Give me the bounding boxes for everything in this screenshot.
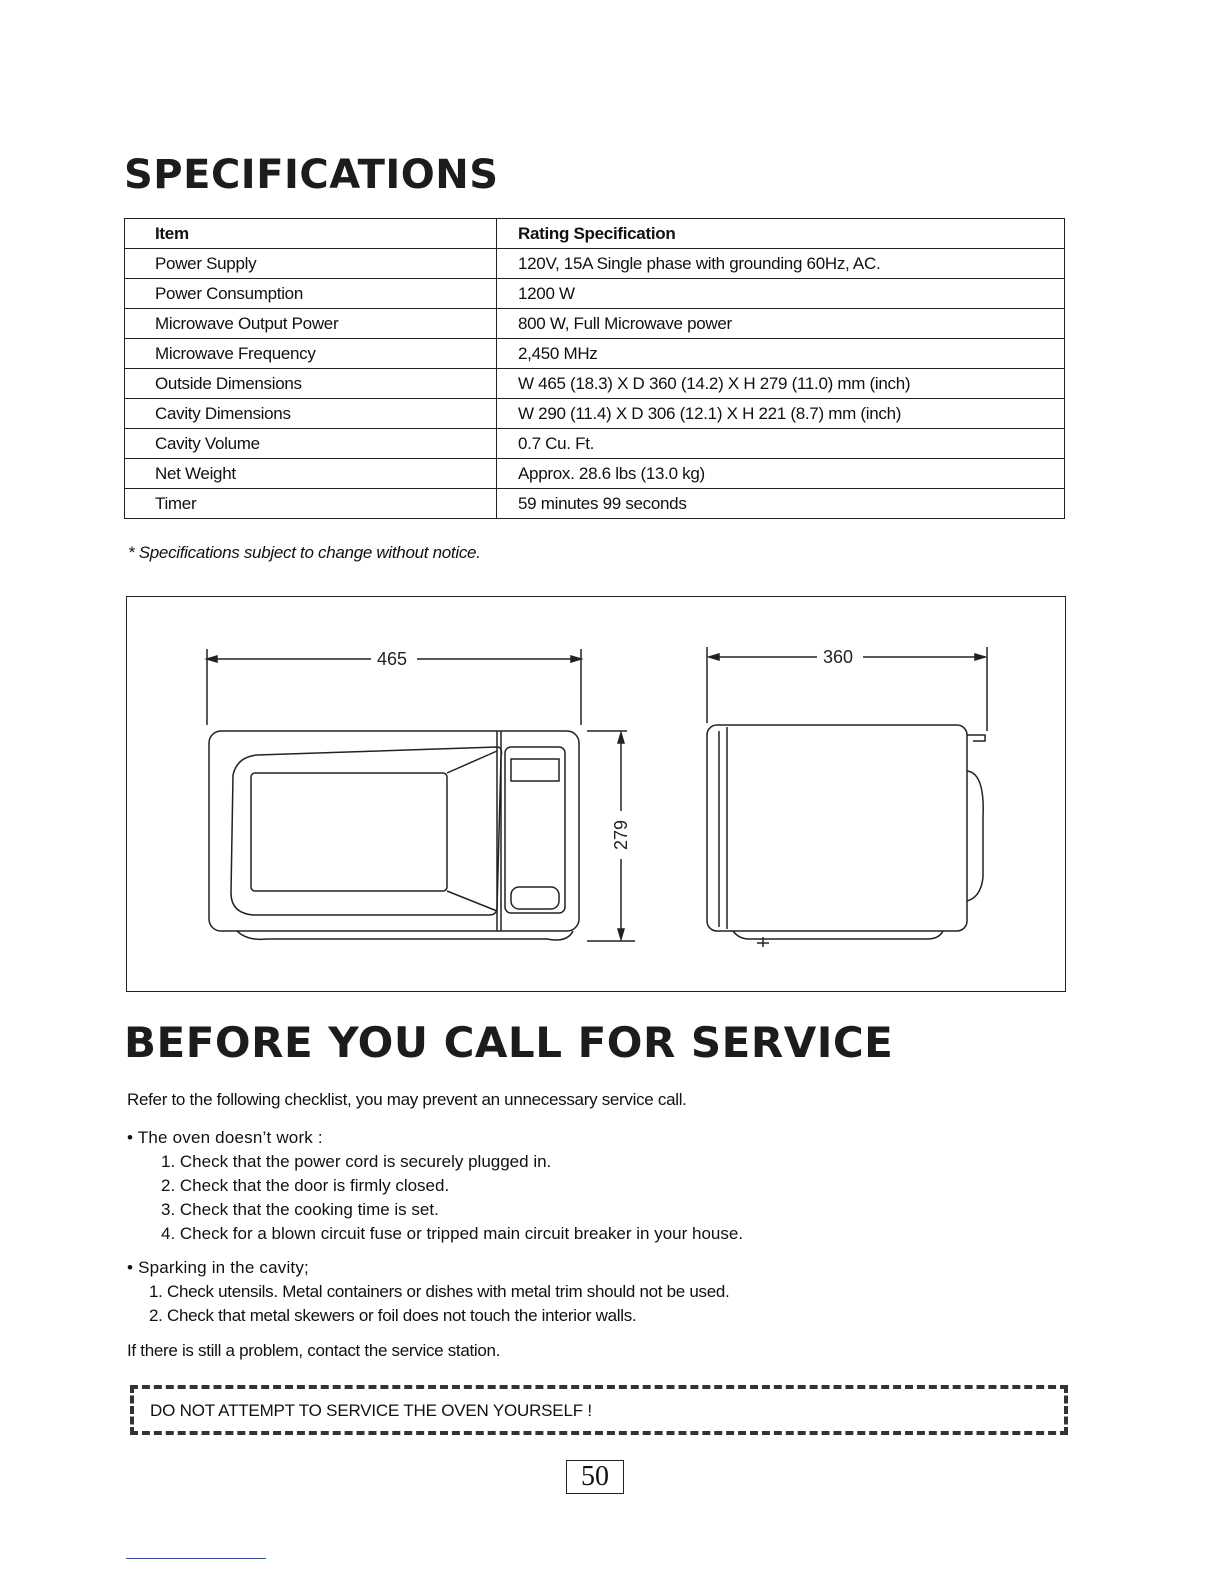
depth-dimension-label: 360 [823,647,854,667]
warning-box [130,1385,1068,1435]
checklist-heading: • The oven doesn’t work : [127,1128,323,1147]
header-rating: Rating Specification [497,219,1065,249]
item-cell: Cavity Dimensions [125,399,497,429]
oven-side-cabinet [707,725,967,931]
specifications-note: * Specifications subject to change without notice. [128,543,481,562]
arrowhead [571,656,581,662]
height-dimension-label: 279 [611,819,631,851]
item-cell: Net Weight [125,459,497,489]
rating-cell: W 290 (11.4) X D 306 (12.1) X H 221 (8.7) mm (inch) [497,399,1065,429]
page-number: 50 [566,1460,624,1494]
dimension-diagram [126,596,1066,992]
rating-cell: W 465 (18.3) X D 360 (14.2) X H 279 (11.0) mm (inch) [497,369,1065,399]
table-row [125,249,1065,279]
oven-door [231,747,502,915]
arrowhead [975,654,985,660]
table-row [125,399,1065,429]
warning-text: DO NOT ATTEMPT TO SERVICE THE OVEN YOURSELF ! [150,1401,592,1420]
footer-rule [126,1558,266,1559]
rating-cell: 120V, 15A Single phase with grounding 60Hz, AC. [497,249,1065,279]
table-row [125,369,1065,399]
arrowhead [618,929,624,939]
table-header-row [125,219,1065,249]
table-row [125,339,1065,369]
rating-cell: 2,450 MHz [497,339,1065,369]
oven-cabinet [209,731,579,931]
table-row [125,459,1065,489]
door-release-button [511,887,559,909]
arrowhead [618,733,624,743]
rating-cell: 1200 W [497,279,1065,309]
side-view [707,647,987,947]
checklist-step: 1. Check utensils. Metal containers or dishes with metal trim should not be used. [149,1282,730,1301]
oven-side-base [733,931,943,939]
item-cell: Outside Dimensions [125,369,497,399]
arrowhead [207,656,217,662]
specifications-title: SPECIFICATIONS [124,152,499,198]
checklist-step: 4. Check for a blown circuit fuse or tripped main circuit breaker in your house. [161,1224,744,1243]
service-title: BEFORE YOU CALL FOR SERVICE [124,1018,894,1067]
table-row [125,489,1065,519]
item-cell: Power Supply [125,249,497,279]
item-cell: Cavity Volume [125,429,497,459]
display-window [511,759,559,781]
checklist-heading: • Sparking in the cavity; [127,1258,309,1277]
door-edge [447,751,497,773]
arrowhead [709,654,719,660]
front-view [207,649,635,941]
door-edge [447,891,497,911]
service-intro: Refer to the following checklist, you may prevent an unnecessary service call. [127,1090,687,1109]
checklist-step: 3. Check that the cooking time is set. [161,1200,439,1219]
rating-cell: 800 W, Full Microwave power [497,309,1065,339]
rear-cord [967,735,985,741]
specifications-table [124,218,1065,519]
checklist-oven-not-working [127,1126,743,1246]
door-window [251,773,447,891]
oven-base [237,931,573,940]
item-cell: Microwave Output Power [125,309,497,339]
oven-drawing [127,597,1067,993]
checklist-sparking [127,1256,729,1328]
service-contact: If there is still a problem, contact the service station. [127,1341,501,1360]
item-cell: Power Consumption [125,279,497,309]
checklist-step: 2. Check that the door is firmly closed. [161,1176,450,1195]
rating-cell: Approx. 28.6 lbs (13.0 kg) [497,459,1065,489]
rating-cell: 0.7 Cu. Ft. [497,429,1065,459]
checklist-step: 1. Check that the power cord is securely plugged in. [161,1152,552,1171]
rear-vent [967,771,983,901]
table-row [125,309,1065,339]
item-cell: Microwave Frequency [125,339,497,369]
table-row [125,429,1065,459]
rating-cell: 59 minutes 99 seconds [497,489,1065,519]
item-cell: Timer [125,489,497,519]
width-dimension-label: 465 [377,649,408,669]
table-row [125,279,1065,309]
header-item: Item [125,219,497,249]
checklist-step: 2. Check that metal skewers or foil does not touch the interior walls. [149,1306,637,1325]
